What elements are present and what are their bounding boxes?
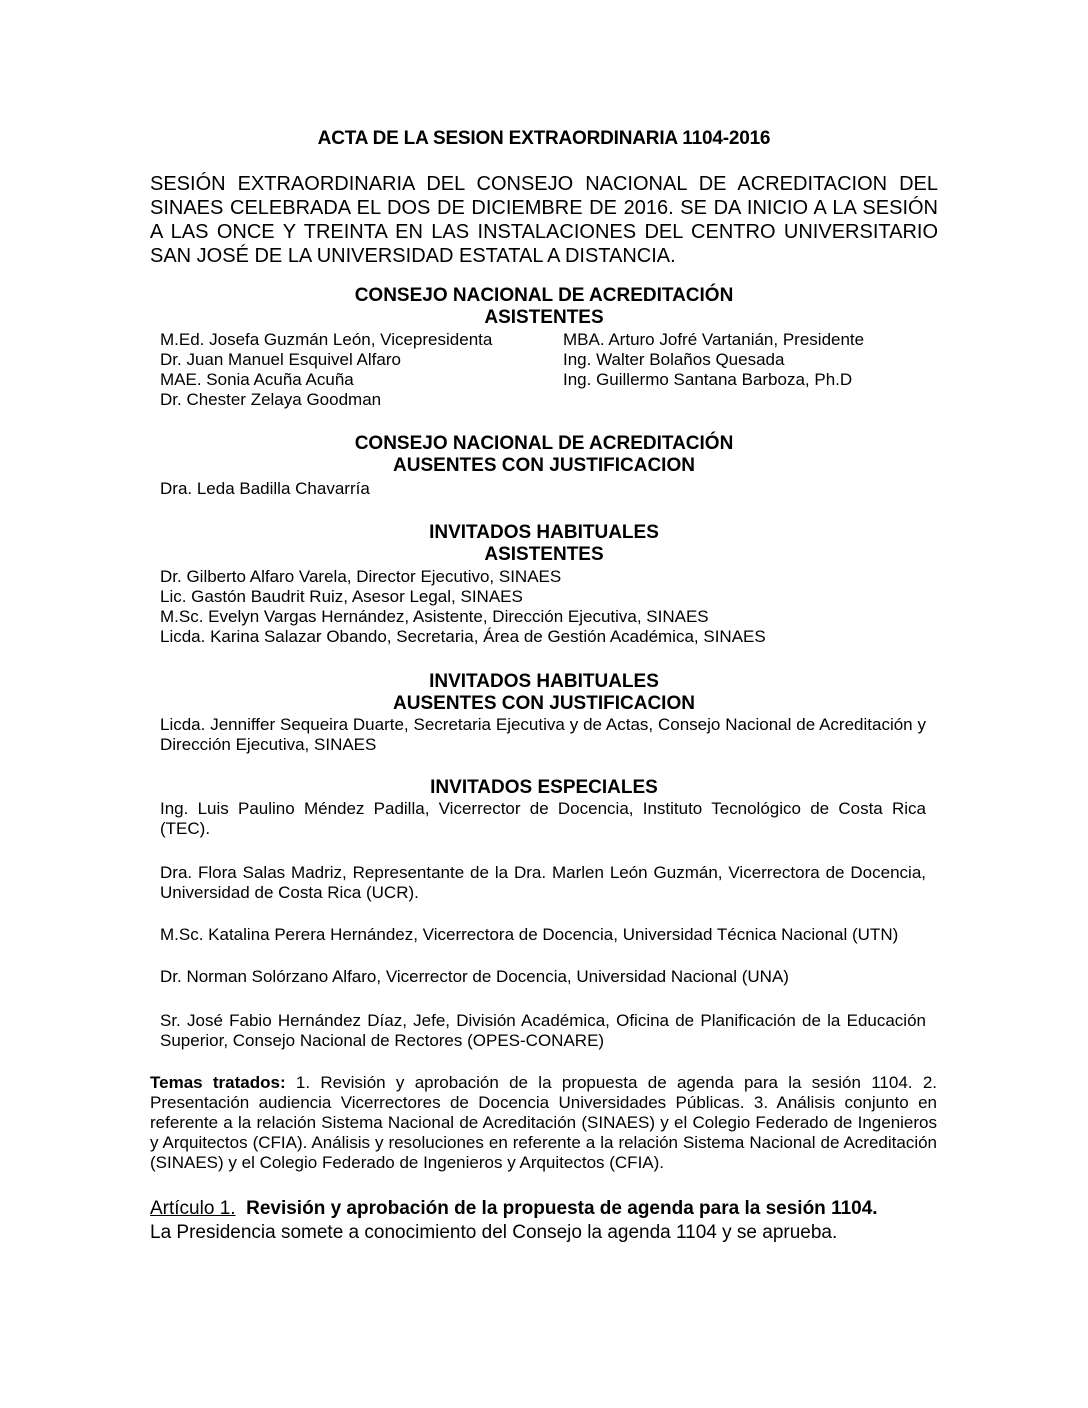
articulo-title: Revisión y aprobación de la propuesta de agenda para la sesión 1104.: [246, 1198, 878, 1219]
consejo-asistentes-heading1: CONSEJO NACIONAL DE ACREDITACIÓN: [354, 285, 734, 306]
member-line: Dra. Leda Badilla Chavarría: [160, 479, 370, 498]
consejo-ausentes-heading1: CONSEJO NACIONAL DE ACREDITACIÓN: [354, 433, 734, 454]
member-line: MAE. Sonia Acuña Acuña: [160, 370, 354, 389]
member-line: Licda. Karina Salazar Obando, Secretaria, Área de Gestión Académica, SINAES: [160, 627, 766, 646]
member-line: Ing. Walter Bolaños Quesada: [563, 350, 785, 369]
temas-tratados-paragraph: [150, 1073, 937, 1173]
member-line: M.Sc. Evelyn Vargas Hernández, Asistente, Dirección Ejecutiva, SINAES: [160, 607, 709, 626]
member-line: Dr. Chester Zelaya Goodman: [160, 390, 382, 409]
invitados-especiales-heading: INVITADOS ESPECIALES: [430, 777, 658, 798]
consejo-ausentes-heading2: AUSENTES CON JUSTIFICACION: [393, 455, 695, 476]
member-paragraph: Dra. Flora Salas Madriz, Representante de la Dra. Marlen León Guzmán, Vicerrectora de Docencia, Universidad de Costa Rica (UCR).: [160, 863, 926, 902]
member-line: Lic. Gastón Baudrit Ruiz, Asesor Legal, SINAES: [160, 587, 523, 606]
consejo-asistentes-heading2: ASISTENTES: [484, 307, 604, 328]
articulo-label: Artículo 1.: [150, 1198, 236, 1219]
temas-text: 1. Revisión y aprobación de la propuesta de agenda para la sesión 1104. 2. Presentación audiencia Vicerrectores de Docencia Universidades Públicas. 3. Análisis conjunto en referente a la relación Sistema Nacional de Acreditación (SINAES) y el Colegio Federado de Ingenieros y Arquitectos (CFIA). Análisis y resoluciones en referente a la relación Sistema Nacional de Acreditación (SINAES) y el Colegio Federado de Ingenieros y Arquitectos (CFIA).: [150, 1073, 937, 1172]
intro-paragraph: SESIÓN EXTRAORDINARIA DEL CONSEJO NACIONAL DE ACREDITACION DEL SINAES CELEBRADA EL DOS DE DICIEMBRE DE 2016. SE DA INICIO A LA SESIÓN A LAS ONCE Y TREINTA EN LAS INSTALACIONES DEL CENTRO UNIVERSITARIO SAN JOSÉ DE LA UNIVERSIDAD ESTATAL A DISTANCIA.: [150, 173, 938, 267]
member-paragraph: Ing. Luis Paulino Méndez Padilla, Vicerrector de Docencia, Instituto Tecnológico de Costa Rica (TEC).: [160, 799, 926, 838]
invitados-asistentes-heading2: ASISTENTES: [484, 544, 604, 565]
articulo-1: [150, 1197, 950, 1245]
member-line: Dr. Juan Manuel Esquivel Alfaro: [160, 350, 401, 369]
invitados-ausentes-heading2: AUSENTES CON JUSTIFICACION: [393, 693, 695, 714]
member-line: Dr. Gilberto Alfaro Varela, Director Ejecutivo, SINAES: [160, 567, 562, 586]
member-paragraph: Licda. Jenniffer Sequeira Duarte, Secretaria Ejecutiva y de Actas, Consejo Nacional de Acreditación y Dirección Ejecutiva, SINAES: [160, 715, 926, 754]
invitados-ausentes-heading1: INVITADOS HABITUALES: [429, 671, 659, 692]
invitados-asistentes-heading1: INVITADOS HABITUALES: [429, 522, 659, 543]
member-line: M.Ed. Josefa Guzmán León, Vicepresidenta: [160, 330, 493, 349]
member-line: Ing. Guillermo Santana Barboza, Ph.D: [563, 370, 853, 389]
articulo-text: La Presidencia somete a conocimiento del Consejo la agenda 1104 y se aprueba.: [150, 1222, 838, 1243]
member-paragraph: Dr. Norman Solórzano Alfaro, Vicerrector de Docencia, Universidad Nacional (UNA): [160, 967, 789, 986]
member-paragraph: Sr. José Fabio Hernández Díaz, Jefe, División Académica, Oficina de Planificación de la Educación Superior, Consejo Nacional de Rectores (OPES-CONARE): [160, 1011, 926, 1050]
document-title: ACTA DE LA SESION EXTRAORDINARIA 1104-2016: [317, 128, 771, 149]
member-paragraph: M.Sc. Katalina Perera Hernández, Vicerrectora de Docencia, Universidad Técnica Nacional (UTN): [160, 925, 899, 944]
member-line: MBA. Arturo Jofré Vartanián, Presidente: [563, 330, 865, 349]
temas-label: Temas tratados:: [150, 1073, 286, 1092]
